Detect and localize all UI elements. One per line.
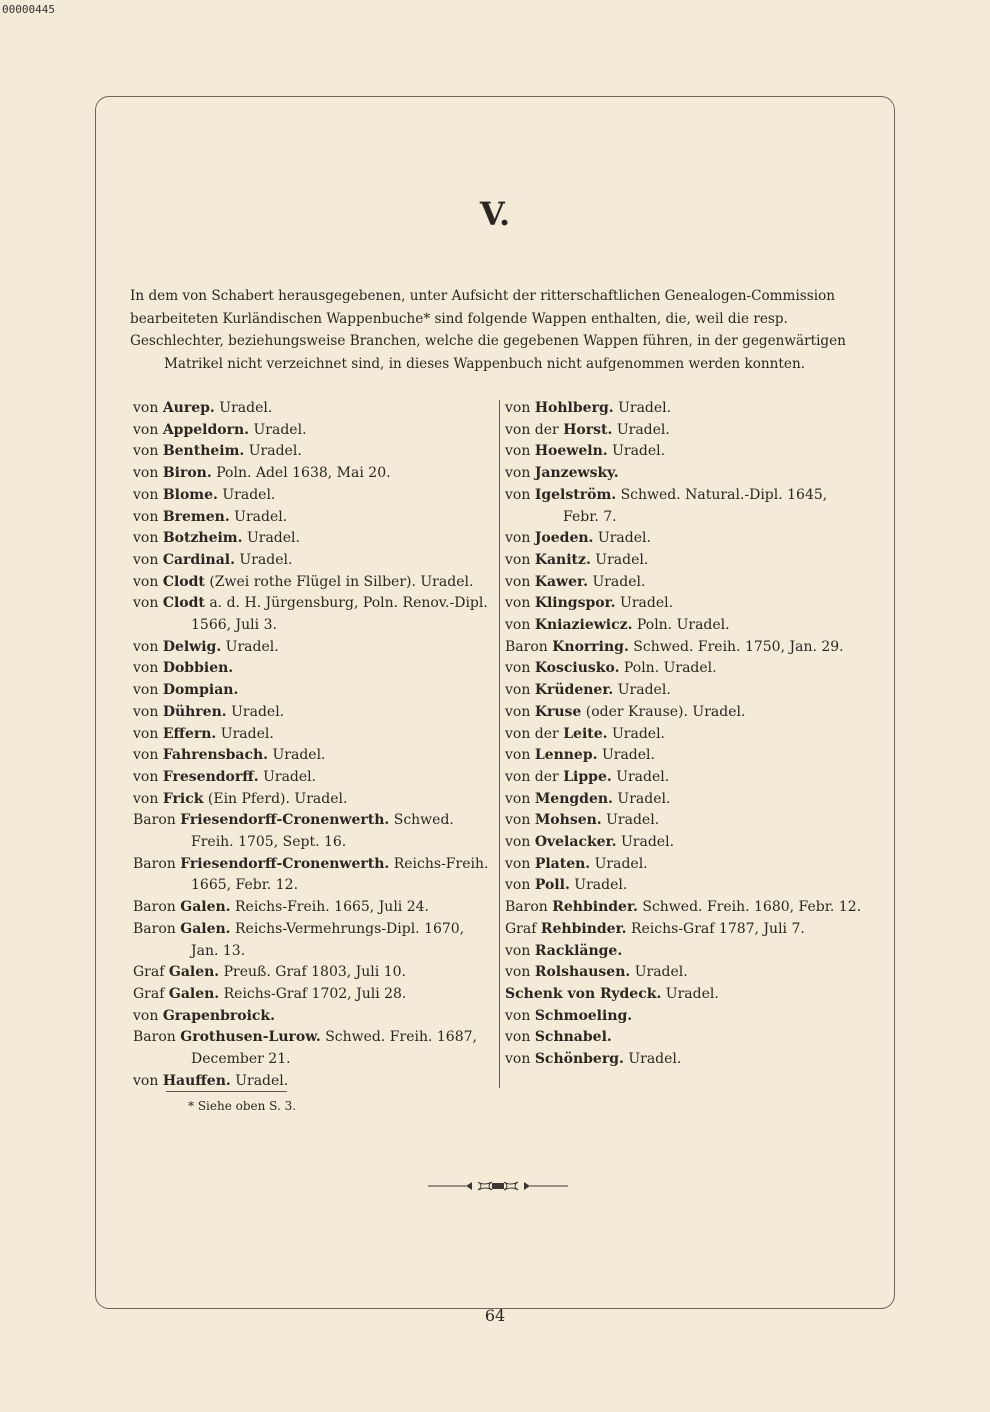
register-entry	[505, 441, 867, 463]
entry-prefix: von	[505, 400, 531, 416]
entry-prefix: von	[133, 638, 159, 655]
entry-name: Janzewsky.	[534, 465, 619, 482]
entry-prefix: von	[133, 443, 159, 460]
register-entry	[133, 854, 495, 897]
entry-prefix: von	[133, 551, 159, 568]
entry-name: Knorring.	[552, 638, 629, 655]
entry-note: Uradel.	[222, 486, 276, 503]
register-entry	[133, 485, 495, 507]
entry-name: Bremen.	[162, 508, 230, 525]
entry-name: Joeden.	[534, 530, 594, 547]
register-entry	[133, 463, 495, 485]
entry-prefix: von	[505, 855, 531, 872]
entry-note: Uradel.	[617, 790, 671, 807]
entry-prefix: von	[505, 486, 531, 503]
entry-name: Hauffen.	[162, 1072, 231, 1089]
register-entry	[133, 1071, 495, 1093]
entry-prefix: von	[505, 573, 531, 590]
entry-note: Uradel.	[617, 682, 671, 699]
entry-note: Uradel.	[231, 703, 285, 720]
register-entry	[505, 637, 867, 659]
register-entry	[133, 919, 495, 962]
entry-prefix: von	[133, 1072, 159, 1089]
entry-note: Uradel.	[235, 1072, 289, 1089]
entry-prefix: von	[133, 530, 159, 547]
entry-name: Kawer.	[534, 573, 588, 590]
entry-note: Uradel.	[225, 638, 279, 655]
entry-note: Uradel.	[612, 443, 666, 460]
entry-name: Effern.	[162, 725, 217, 742]
register-entry	[505, 919, 867, 941]
entry-note: Uradel.	[246, 530, 300, 547]
register-entry	[133, 745, 495, 767]
footnote-rule	[166, 1091, 287, 1092]
register-entry	[133, 420, 495, 442]
register-entry	[505, 767, 867, 789]
register-entry	[505, 810, 867, 832]
entry-note: Uradel.	[628, 1051, 682, 1068]
register-entry	[505, 832, 867, 854]
entry-note: Uradel.	[620, 595, 674, 612]
entry-name: Mohsen.	[534, 812, 602, 829]
entry-name: Schnabel.	[534, 1029, 612, 1046]
entry-name: Ovelacker.	[534, 834, 617, 851]
entry-note: Schwed. Freih. 1687, December 21.	[191, 1029, 477, 1068]
footnote: * Siehe oben S. 3.	[188, 1099, 297, 1113]
entry-name: Clodt	[162, 595, 205, 612]
entry-note: Reichs-Freih. 1665, Juli 24.	[235, 899, 429, 916]
entry-name: Rehbinder.	[540, 920, 627, 937]
entry-name: Klingspor.	[534, 595, 616, 612]
intro-line: Geschlechter, beziehungsweise Branchen, welche die gegebenen Wappen führen, in der gegenwärtigen	[130, 333, 846, 349]
entry-prefix: von	[133, 768, 159, 785]
entry-name: Grothusen-Lurow.	[180, 1029, 321, 1046]
entry-note: Uradel.	[595, 551, 649, 568]
register-entry	[133, 724, 495, 746]
entry-note: Uradel.	[606, 812, 660, 829]
entry-note: Uradel.	[616, 421, 670, 438]
entry-note: Uradel.	[219, 400, 273, 416]
register-entry	[133, 1027, 495, 1070]
entry-name: Hoeweln.	[534, 443, 608, 460]
register-entry	[505, 593, 867, 615]
entry-prefix: von	[505, 1007, 531, 1024]
entry-prefix: von	[505, 877, 531, 894]
entry-prefix: von	[133, 1007, 159, 1024]
register-entry	[133, 767, 495, 789]
entry-note: Reichs-Graf 1702, Juli 28.	[223, 985, 407, 1002]
entry-name: Schmoeling.	[534, 1007, 633, 1024]
register-entry	[505, 572, 867, 594]
register-entry	[505, 941, 867, 963]
register-entry	[505, 420, 867, 442]
intro-line: bearbeiteten Kurländischen Wappenbuche* sind folgende Wappen enthalten, die, weil die resp.	[130, 310, 788, 327]
register-entry	[133, 702, 495, 724]
register-entry	[133, 658, 495, 680]
intro-paragraph	[130, 285, 862, 375]
entry-name: Fresendorff.	[162, 768, 259, 785]
entry-prefix: von der	[505, 725, 559, 742]
entry-name: Friesendorff-Cronenwerth.	[180, 855, 390, 872]
entry-note: Schwed. Freih. 1705, Sept. 16.	[191, 812, 454, 851]
entry-name: Schenk von Rydeck.	[505, 985, 662, 1002]
entry-note: Uradel.	[594, 855, 648, 872]
entry-prefix: von	[505, 551, 531, 568]
entry-name: Igelström.	[534, 486, 617, 503]
entry-prefix: von	[505, 443, 531, 460]
entry-name: Kruse	[534, 703, 582, 720]
entry-name: Galen.	[180, 899, 231, 916]
entry-name: Galen.	[180, 920, 231, 937]
entry-name: Friesendorff-Cronenwerth.	[180, 812, 390, 829]
register-entry	[133, 507, 495, 529]
entry-prefix: von	[133, 486, 159, 503]
entry-note: Uradel.	[597, 530, 651, 547]
entry-name: Leite.	[563, 725, 608, 742]
entry-name: Poll.	[534, 877, 570, 894]
intro-line: Matrikel nicht verzeichnet sind, in dieses Wappenbuch nicht aufgenommen werden konnten.	[164, 355, 806, 372]
register-entry	[133, 962, 495, 984]
entry-note: Uradel.	[239, 551, 293, 568]
entry-prefix: von	[505, 682, 531, 699]
register-entry	[505, 658, 867, 680]
register-entry	[505, 789, 867, 811]
entry-prefix: Baron	[133, 812, 176, 829]
entry-note: Uradel.	[574, 877, 628, 894]
register-entry	[133, 398, 495, 420]
intro-line: In dem von Schabert herausgegebenen, unter Aufsicht der ritterschaftlichen Genealogen-Commission	[130, 288, 836, 304]
entry-note: Uradel.	[634, 964, 688, 981]
entry-note: Schwed. Freih. 1680, Febr. 12.	[642, 899, 862, 916]
entry-prefix: von	[505, 812, 531, 829]
entry-name: Botzheim.	[162, 530, 243, 547]
entry-note: Uradel.	[253, 421, 307, 438]
entry-name: Kniaziewicz.	[534, 617, 633, 634]
register-entry	[133, 810, 495, 853]
entry-prefix: von	[133, 747, 159, 764]
register-entry	[505, 897, 867, 919]
entry-prefix: von	[505, 617, 531, 634]
entry-prefix: Graf	[133, 964, 165, 981]
entry-prefix: von	[505, 703, 531, 720]
left-entry-column	[133, 398, 495, 1093]
register-entry	[505, 1049, 867, 1071]
register-entry	[133, 897, 495, 919]
entry-note: Uradel.	[248, 443, 302, 460]
scan-id: 00000445	[2, 3, 55, 16]
right-entry-column	[505, 398, 867, 1071]
entry-prefix: Baron	[133, 855, 176, 872]
entry-name: Galen.	[168, 985, 220, 1002]
register-entry	[505, 854, 867, 876]
entry-note: Reichs-Graf 1787, Juli 7.	[630, 920, 805, 937]
entry-prefix: von	[505, 465, 531, 482]
entry-name: Rolshausen.	[534, 964, 631, 981]
entry-prefix: Graf	[505, 920, 537, 937]
entry-prefix: von	[505, 790, 531, 807]
entry-note: (oder Krause). Uradel.	[585, 703, 746, 720]
register-entry	[505, 745, 867, 767]
entry-note: Reichs-Vermehrungs-Dipl. 1670, Jan. 13.	[191, 920, 465, 959]
entry-prefix: von	[505, 1051, 531, 1068]
entry-prefix: von	[505, 747, 531, 764]
entry-name: Lippe.	[563, 768, 612, 785]
entry-name: Mengden.	[534, 790, 613, 807]
entry-note: Poln. Uradel.	[623, 660, 717, 677]
register-entry	[505, 680, 867, 702]
register-entry	[133, 984, 495, 1006]
entry-note: Schwed. Freih. 1750, Jan. 29.	[633, 638, 844, 655]
entry-note: Poln. Adel 1638, Mai 20.	[216, 465, 391, 482]
register-entry	[133, 637, 495, 659]
register-entry	[133, 441, 495, 463]
register-entry	[505, 550, 867, 572]
register-entry	[505, 962, 867, 984]
entry-note: Uradel.	[263, 768, 317, 785]
entry-prefix: Baron	[505, 638, 548, 655]
entry-note: Uradel.	[665, 985, 719, 1002]
entry-note: Uradel.	[272, 747, 326, 764]
section-heading: V.	[479, 195, 511, 233]
entry-prefix: von	[133, 725, 159, 742]
entry-name: Delwig.	[162, 638, 222, 655]
entry-prefix: Baron	[505, 899, 548, 916]
entry-name: Krüdener.	[534, 682, 614, 699]
entry-prefix: von	[505, 1029, 531, 1046]
register-entry	[133, 528, 495, 550]
entry-prefix: von	[133, 421, 159, 438]
entry-prefix: Baron	[133, 1029, 176, 1046]
entry-note: Uradel.	[621, 834, 675, 851]
entry-name: Lennep.	[534, 747, 598, 764]
entry-prefix: von	[505, 660, 531, 677]
entry-prefix: von	[505, 964, 531, 981]
decorative-ornament	[428, 1176, 568, 1196]
entry-prefix: Baron	[133, 899, 176, 916]
entry-note: Uradel.	[601, 747, 655, 764]
entry-prefix: von der	[505, 421, 559, 438]
entry-prefix: von	[133, 595, 159, 612]
entry-prefix: von	[133, 682, 159, 699]
entry-note: Schwed. Natural.-Dipl. 1645, Febr. 7.	[563, 486, 828, 525]
entry-prefix: von	[133, 660, 159, 677]
register-entry	[505, 528, 867, 550]
entry-prefix: von	[505, 834, 531, 851]
register-entry	[133, 680, 495, 702]
entry-prefix: Graf	[133, 985, 165, 1002]
entry-name: Horst.	[563, 421, 613, 438]
register-entry	[505, 615, 867, 637]
entry-name: Platen.	[534, 855, 591, 872]
register-entry	[505, 1027, 867, 1049]
register-entry	[133, 1006, 495, 1028]
register-entry	[505, 724, 867, 746]
entry-name: Dobbien.	[162, 660, 234, 677]
entry-note: Uradel.	[592, 573, 646, 590]
column-divider	[499, 400, 500, 1088]
entry-prefix: von	[133, 465, 159, 482]
entry-name: Schönberg.	[534, 1051, 624, 1068]
entry-name: Grapenbroick.	[162, 1007, 276, 1024]
entry-name: Kosciusko.	[534, 660, 620, 677]
entry-prefix: von	[505, 942, 531, 959]
entry-name: Clodt	[162, 573, 205, 590]
register-entry	[133, 593, 495, 636]
entry-prefix: von	[133, 400, 159, 416]
entry-prefix: von	[505, 530, 531, 547]
entry-name: Appeldorn.	[162, 421, 250, 438]
entry-name: Aurep.	[162, 400, 215, 416]
entry-note: Poln. Uradel.	[636, 617, 730, 634]
entry-name: Bentheim.	[162, 443, 245, 460]
entry-note: Reichs-Freih. 1665, Febr. 12.	[191, 855, 489, 894]
entry-note: Uradel.	[611, 725, 665, 742]
entry-note: (Ein Pferd). Uradel.	[207, 790, 348, 807]
register-entry	[505, 398, 867, 420]
entry-note: Preuß. Graf 1803, Juli 10.	[223, 964, 406, 981]
register-entry	[505, 702, 867, 724]
entry-note: Uradel.	[234, 508, 288, 525]
entry-prefix: von	[133, 703, 159, 720]
entry-name: Dompian.	[162, 682, 239, 699]
entry-prefix: von	[133, 573, 159, 590]
register-entry	[505, 1006, 867, 1028]
entry-name: Hohlberg.	[534, 400, 614, 416]
entry-name: Fahrensbach.	[162, 747, 269, 764]
entry-name: Biron.	[162, 465, 212, 482]
entry-name: Cardinal.	[162, 551, 235, 568]
register-entry	[505, 875, 867, 897]
entry-note: Uradel.	[618, 400, 672, 416]
entry-name: Galen.	[168, 964, 220, 981]
register-entry	[133, 550, 495, 572]
entry-name: Frick	[162, 790, 204, 807]
register-entry	[133, 789, 495, 811]
entry-note: Uradel.	[616, 768, 670, 785]
register-entry	[505, 984, 867, 1006]
page-number: 64	[484, 1306, 506, 1325]
entry-prefix: von der	[505, 768, 559, 785]
entry-prefix: von	[133, 790, 159, 807]
register-entry	[505, 485, 867, 528]
entry-name: Racklänge.	[534, 942, 623, 959]
entry-name: Kanitz.	[534, 551, 591, 568]
entry-prefix: von	[133, 508, 159, 525]
entry-note: Uradel.	[220, 725, 274, 742]
entry-prefix: von	[505, 595, 531, 612]
entry-note: a. d. H. Jürgensburg, Poln. Renov.-Dipl. 1566, Juli 3.	[191, 595, 488, 634]
entry-name: Rehbinder.	[552, 899, 638, 916]
register-entry	[505, 463, 867, 485]
entry-name: Blome.	[162, 486, 218, 503]
register-entry	[133, 572, 495, 594]
entry-name: Dühren.	[162, 703, 227, 720]
entry-prefix: Baron	[133, 920, 176, 937]
entry-note: (Zwei rothe Flügel in Silber). Uradel.	[209, 573, 474, 590]
